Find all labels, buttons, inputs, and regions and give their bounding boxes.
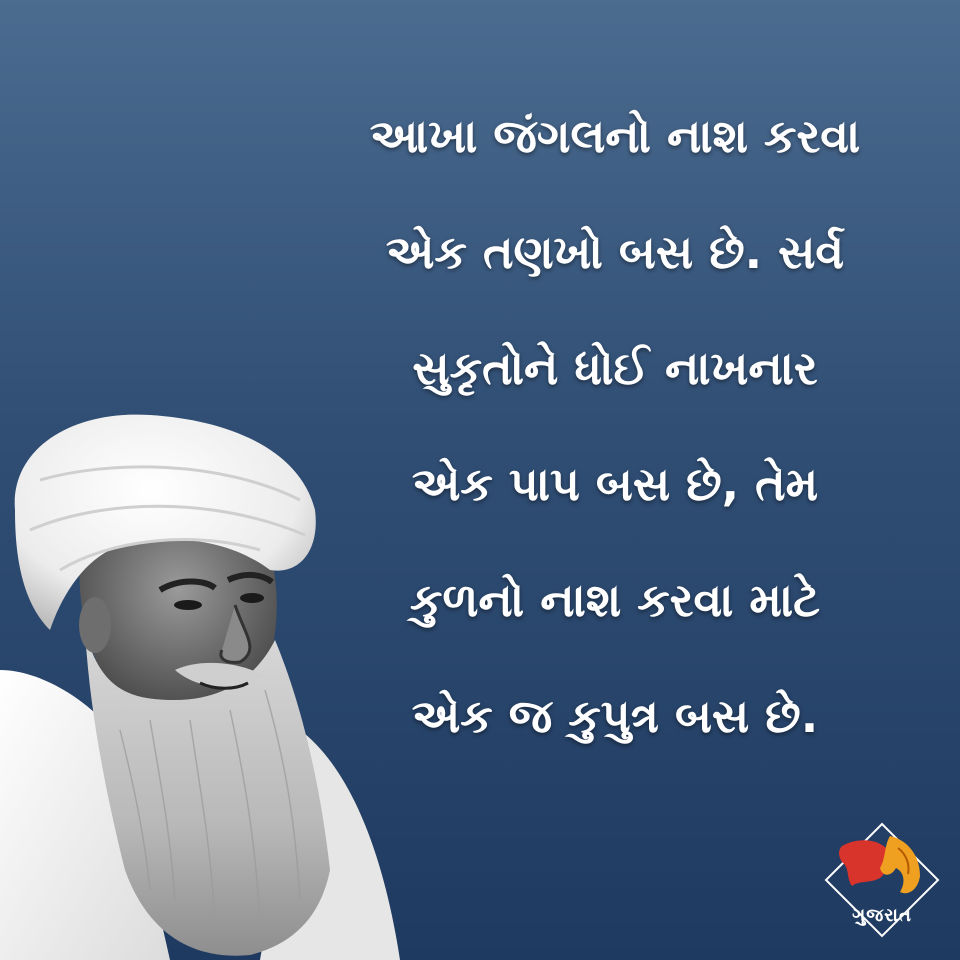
quote-line-3: સુકૃતોને ધોઈ નાખનાર xyxy=(412,341,818,395)
quote-line-4: એક પાપ બસ છે, તેમ xyxy=(411,457,819,511)
portrait-image xyxy=(0,400,420,960)
logo-text: ગુજરાત xyxy=(852,905,912,926)
quote-line-5: કુળનો નાશ કરવા માટે xyxy=(410,573,820,627)
quote-line-2: એક તણખો બસ છે. સર્વ xyxy=(385,225,845,279)
quote-line-1: આખા જંગલનો નાશ કરવા xyxy=(369,109,861,163)
quote-line-6: એક જ કુપુત્ર બસ છે. xyxy=(411,689,819,743)
